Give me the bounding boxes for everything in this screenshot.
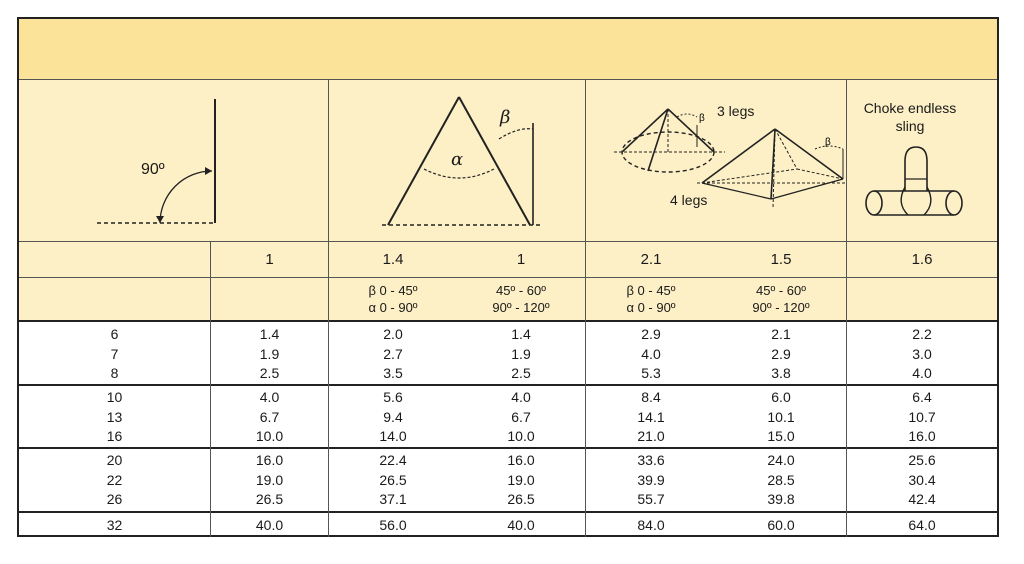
two-leg-load-a-cell: 2.0: [383, 326, 403, 342]
two-leg-load-a-cell: 9.4: [383, 408, 403, 425]
vertical-load-cell: 19.0: [255, 471, 284, 488]
vertical-load-cell: 10.0: [255, 428, 284, 444]
multi-leg-load-b-cell: 24.0: [767, 452, 795, 468]
two-leg-load-b-cell: 26.5: [507, 491, 535, 507]
multi-leg-load-a-cell: 39.9: [637, 471, 665, 488]
svg-text:β: β: [699, 113, 705, 124]
diameter-cell: 7: [110, 345, 119, 362]
two-leg-load-b-cell: 1.9: [511, 345, 531, 362]
two-leg-load-a-cell: 14.0: [379, 428, 407, 444]
two-leg-load-b-cell: 10.0: [507, 428, 535, 444]
multi-leg-load-a-cell: 14.1: [637, 408, 665, 425]
choke-label: Choke endless sling: [863, 100, 957, 134]
two-leg-load-b-cell: 16.0: [507, 452, 535, 468]
multi-leg-load-a-cell: 5.3: [641, 365, 661, 381]
load-table: [17, 17, 999, 537]
multi-leg-load-a-cell: 2.9: [641, 326, 661, 342]
factor-multi-leg-a: 2.1: [640, 251, 662, 268]
two-leg-load-a-cell: 22.4: [379, 452, 407, 468]
multi-leg-load-a-cell: 21.0: [637, 428, 665, 444]
title-band: [19, 19, 997, 79]
vertical-lift-diagram: [19, 79, 328, 241]
multi-leg-load-b-cell: 60.0: [767, 517, 795, 533]
choke-load-cell: 6.4: [912, 389, 932, 405]
angle-range-two-leg-b: 45º - 60º 90º - 120º: [492, 283, 550, 315]
vertical-load-cell: 16.0: [255, 452, 284, 468]
factor-multi-leg-b: 1.5: [770, 251, 792, 268]
diameter-cell: 6: [110, 326, 119, 342]
diameter-cell: 32: [106, 517, 123, 533]
vertical-load-cell: 4.0: [259, 389, 280, 405]
two-leg-load-a-cell: 37.1: [379, 491, 407, 507]
choke-load-cell: 4.0: [912, 365, 932, 381]
multi-leg-load-a-cell: 8.4: [641, 389, 661, 405]
factor-two-leg-a: 1.4: [382, 251, 404, 268]
choke-load-cell: 16.0: [908, 428, 936, 444]
angle-range-two-leg-a: β 0 - 45º α 0 - 90º: [368, 283, 418, 315]
diameter-cell: 22: [106, 471, 123, 488]
multi-leg-load-a-cell: 4.0: [641, 345, 661, 362]
choke-load-cell: 30.4: [908, 471, 936, 488]
multi-leg-load-b-cell: 10.1: [767, 408, 795, 425]
vertical-load-cell: 1.9: [259, 345, 280, 362]
svg-text:β: β: [825, 137, 831, 148]
multi-leg-load-a-cell: 55.7: [637, 491, 665, 507]
factor-two-leg-b: 1: [516, 251, 526, 268]
two-leg-load-b-cell: 1.4: [511, 326, 531, 342]
angle-range-multi-leg-a: β 0 - 45º α 0 - 90º: [626, 283, 676, 315]
multi-leg-load-b-cell: 28.5: [767, 471, 795, 488]
choke-load-cell: 42.4: [908, 491, 936, 507]
two-leg-load-b-cell: 40.0: [507, 517, 535, 533]
two-leg-load-a-cell: 26.5: [379, 471, 407, 488]
diameter-cell: 26: [106, 491, 123, 507]
two-leg-load-b-cell: 2.5: [511, 365, 531, 381]
diameter-cell: 13: [106, 408, 123, 425]
four-legs-label: 4 legs: [670, 192, 708, 208]
diameter-cell: 10: [106, 389, 123, 405]
multi-leg-load-a-cell: 84.0: [637, 517, 665, 533]
three-legs-label: 3 legs: [717, 103, 755, 119]
two-leg-load-a-cell: 2.7: [383, 345, 403, 362]
choke-load-cell: 10.7: [908, 408, 936, 425]
two-leg-load-b-cell: 4.0: [511, 389, 531, 405]
factor-choke: 1.6: [911, 251, 933, 268]
angle-range-multi-leg-b: 45º - 60º 90º - 120º: [752, 283, 810, 315]
multi-leg-load-b-cell: 2.1: [771, 326, 791, 342]
vertical-load-cell: 6.7: [259, 408, 280, 425]
beta-label: β: [500, 107, 511, 128]
angle-90-label: 90º: [141, 161, 165, 178]
vertical-load-cell: 40.0: [255, 517, 284, 533]
multi-leg-load-b-cell: 39.8: [767, 491, 795, 507]
multi-leg-load-b-cell: 3.8: [771, 365, 791, 381]
factor-vertical: 1: [265, 251, 274, 268]
choke-load-cell: 64.0: [908, 517, 936, 533]
two-leg-load-b-cell: 19.0: [507, 471, 535, 488]
vertical-load-cell: 26.5: [255, 491, 284, 507]
two-leg-load-b-cell: 6.7: [511, 408, 531, 425]
diameter-cell: 20: [106, 452, 123, 468]
multi-leg-load-b-cell: 2.9: [771, 345, 791, 362]
two-leg-load-a-cell: 5.6: [383, 389, 403, 405]
two-leg-load-a-cell: 3.5: [383, 365, 403, 381]
multi-leg-load-a-cell: 33.6: [637, 452, 665, 468]
diameter-cell: 8: [110, 365, 119, 381]
choke-load-cell: 25.6: [908, 452, 936, 468]
multi-leg-load-b-cell: 15.0: [767, 428, 795, 444]
choke-load-cell: 2.2: [912, 326, 932, 342]
alpha-label: α: [451, 149, 464, 170]
diameter-cell: 16: [106, 428, 123, 444]
two-leg-load-a-cell: 56.0: [379, 517, 407, 533]
choke-sling-diagram: [846, 79, 997, 241]
vertical-load-cell: 1.4: [259, 326, 280, 342]
choke-load-cell: 3.0: [912, 345, 932, 362]
multi-leg-load-b-cell: 6.0: [771, 389, 791, 405]
multi-leg-sling-diagram: [585, 79, 846, 241]
vertical-load-cell: 2.5: [259, 365, 280, 381]
